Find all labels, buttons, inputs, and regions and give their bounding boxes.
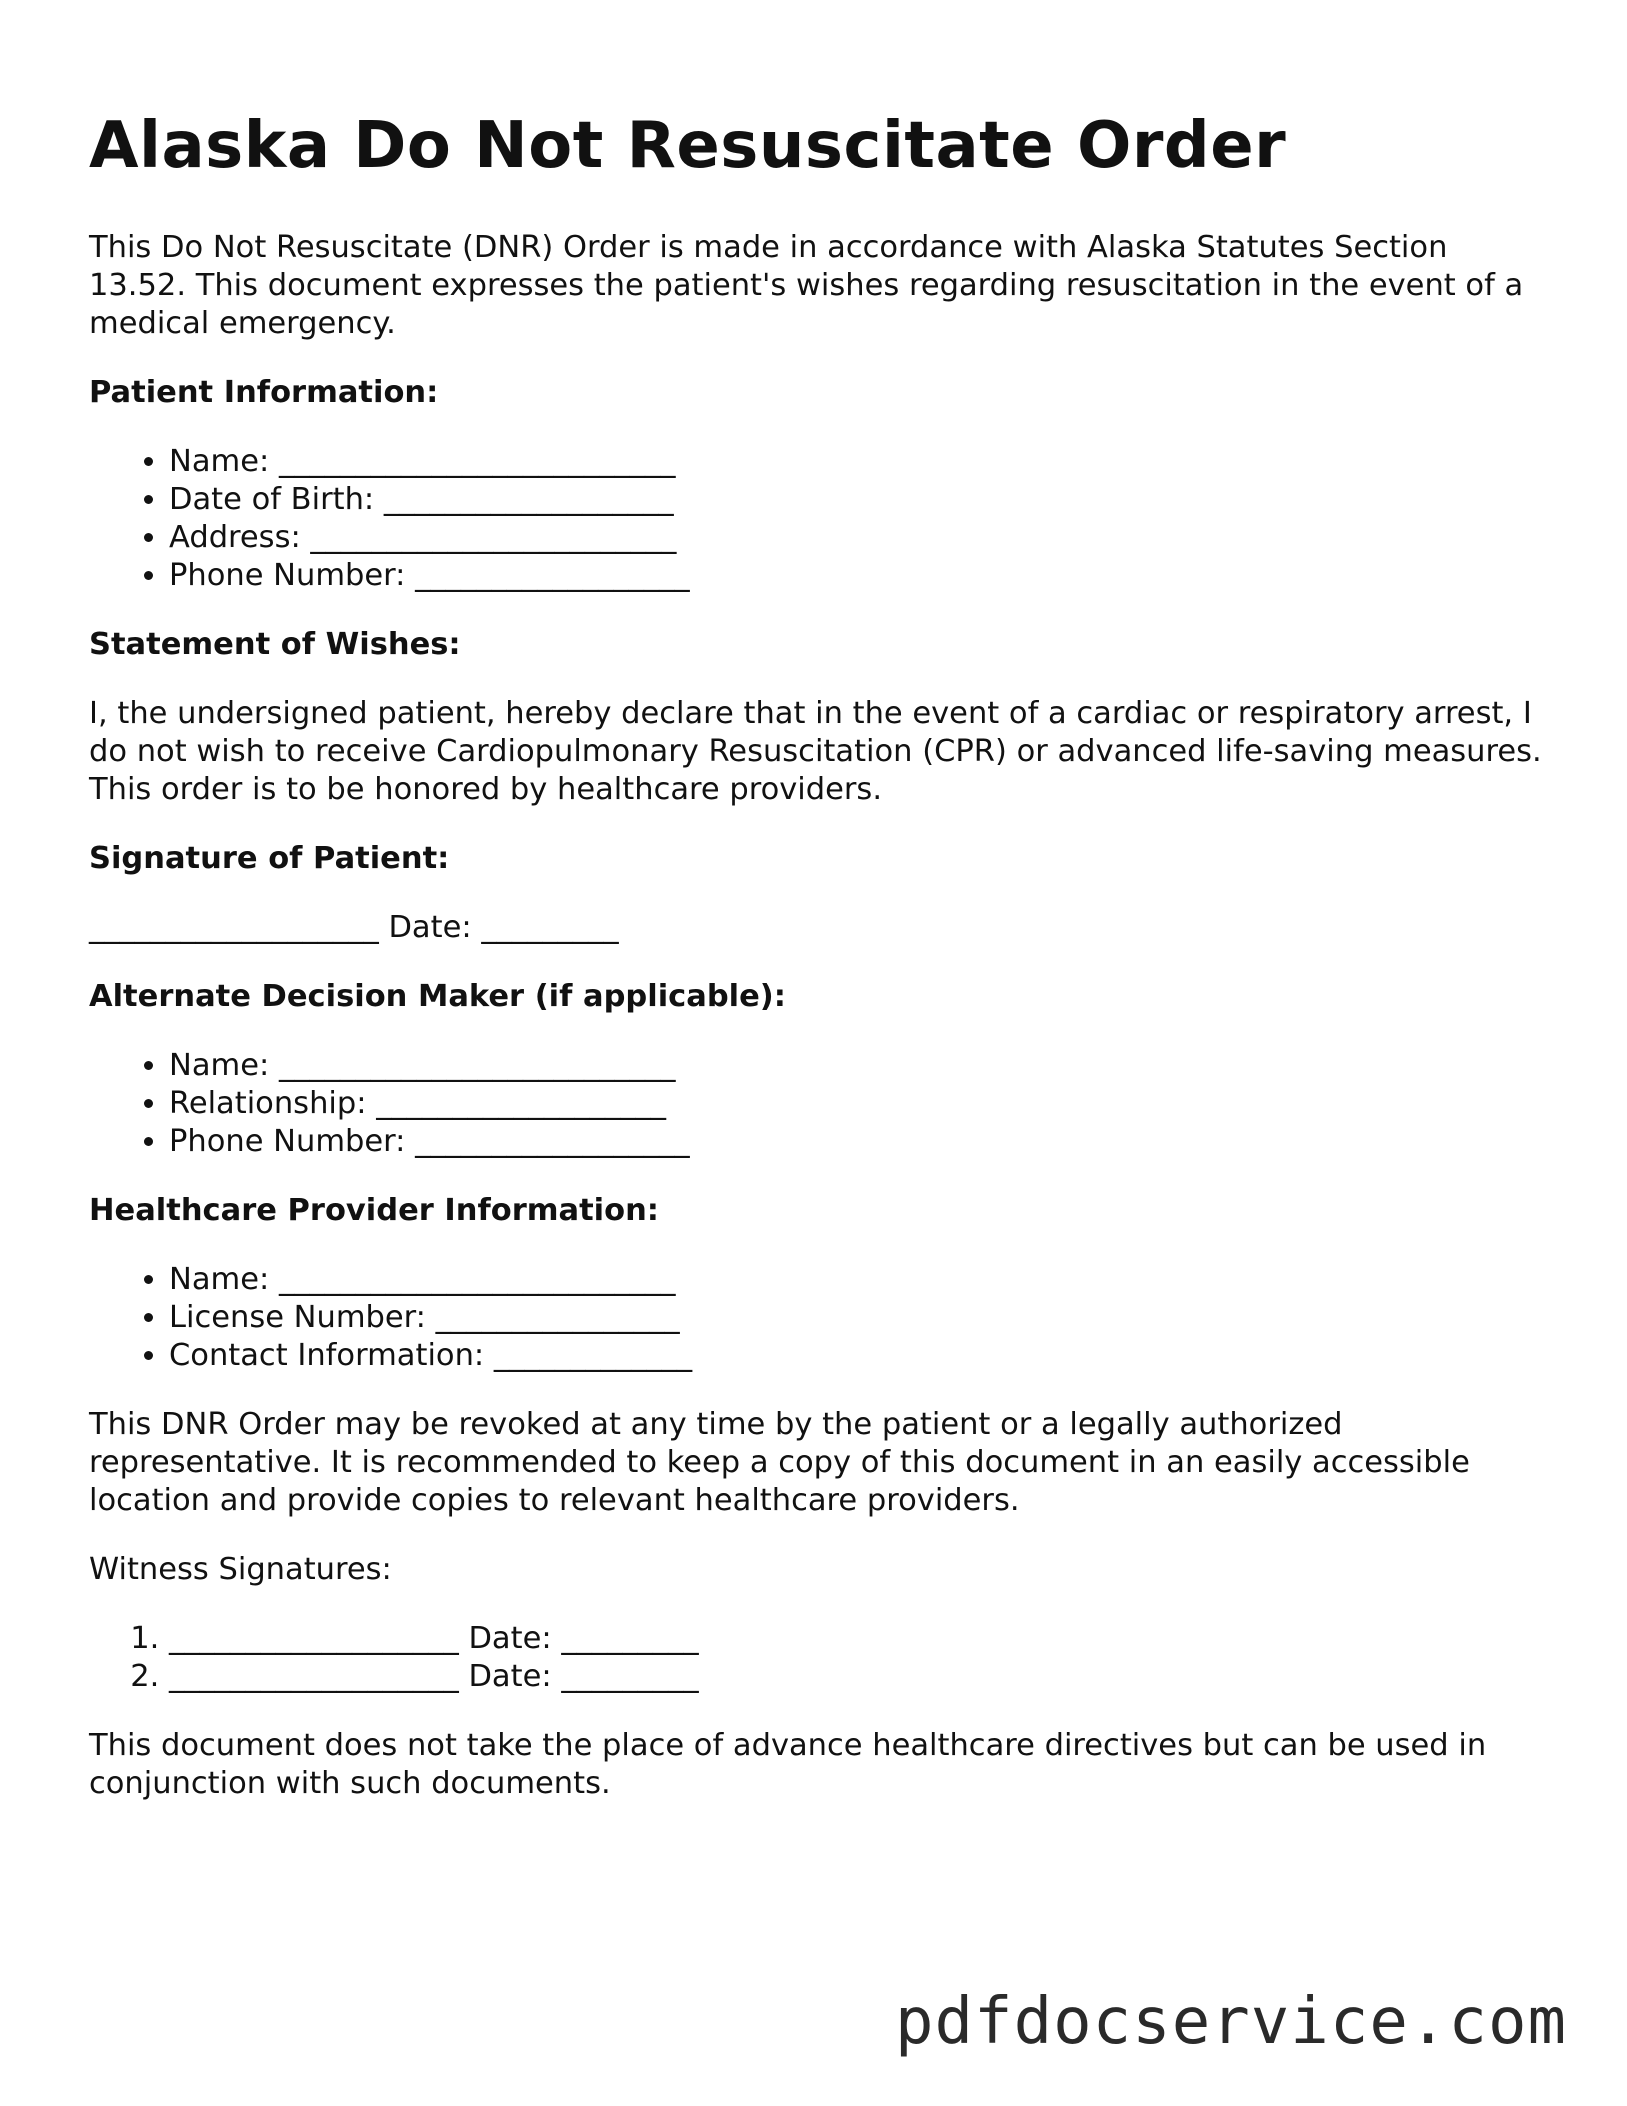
alternate-list [89,1047,1549,1161]
patient-address-field: • Address: ________________________ [169,519,1549,557]
alternate-phone-field: • Phone Number: __________________ [169,1123,1549,1161]
intro-paragraph: This Do Not Resuscitate (DNR) Order is made in accordance with Alaska Statutes Section 13.52. This document expresses the patient's wishes regarding resuscitation in the event of a medical emergency. [89,229,1524,341]
provider-list [89,1261,1549,1375]
patient-info-list [89,443,1549,595]
patient-name-field: • Name: __________________________ [169,443,1549,481]
watermark-text: pdfdocservice.com [894,1985,1567,2059]
patient-phone-field: • Phone Number: __________________ [169,557,1549,595]
provider-license-field: • License Number: ________________ [169,1299,1549,1337]
statement-paragraph: I, the undersigned patient, hereby declare that in the event of a cardiac or respiratory arrest, I do not wish to receive Cardiopulmonary Resuscitation (CPR) or advanced life-saving measures. This order is to be honored by healthcare providers. [89,695,1542,807]
patient-info-heading: Patient Information: [89,374,439,410]
provider-heading: Healthcare Provider Information: [89,1192,659,1228]
statement-heading: Statement of Wishes: [89,626,461,662]
witness-list [89,1620,1549,1696]
patient-dob-field: • Date of Birth: ___________________ [169,481,1549,519]
document-page [89,108,1549,1834]
patient-signature-heading: Signature of Patient: [89,840,450,876]
provider-name-field: • Name: __________________________ [169,1261,1549,1299]
witness-1-line: 1. ___________________ Date: _________ [169,1620,1549,1658]
document-title: Alaska Do Not Resuscitate Order [89,109,1287,183]
alternate-heading: Alternate Decision Maker (if applicable): [89,978,786,1014]
alternate-name-field: • Name: __________________________ [169,1047,1549,1085]
alternate-relationship-field: • Relationship: ___________________ [169,1085,1549,1123]
revocation-paragraph: This DNR Order may be revoked at any time by the patient or a legally authorized representative. It is recommended to keep a copy of this document in an easily accessible location and provide copies to relevant healthcare providers. [89,1406,1470,1518]
witness-label: Witness Signatures: [89,1551,392,1587]
witness-2-line: 2. ___________________ Date: _________ [169,1658,1549,1696]
closing-paragraph: This document does not take the place of advance healthcare directives but can be used in conjunction with such documents. [89,1727,1487,1801]
patient-signature-line: ___________________ Date: _________ [89,909,619,945]
provider-contact-field: • Contact Information: _____________ [169,1337,1549,1375]
